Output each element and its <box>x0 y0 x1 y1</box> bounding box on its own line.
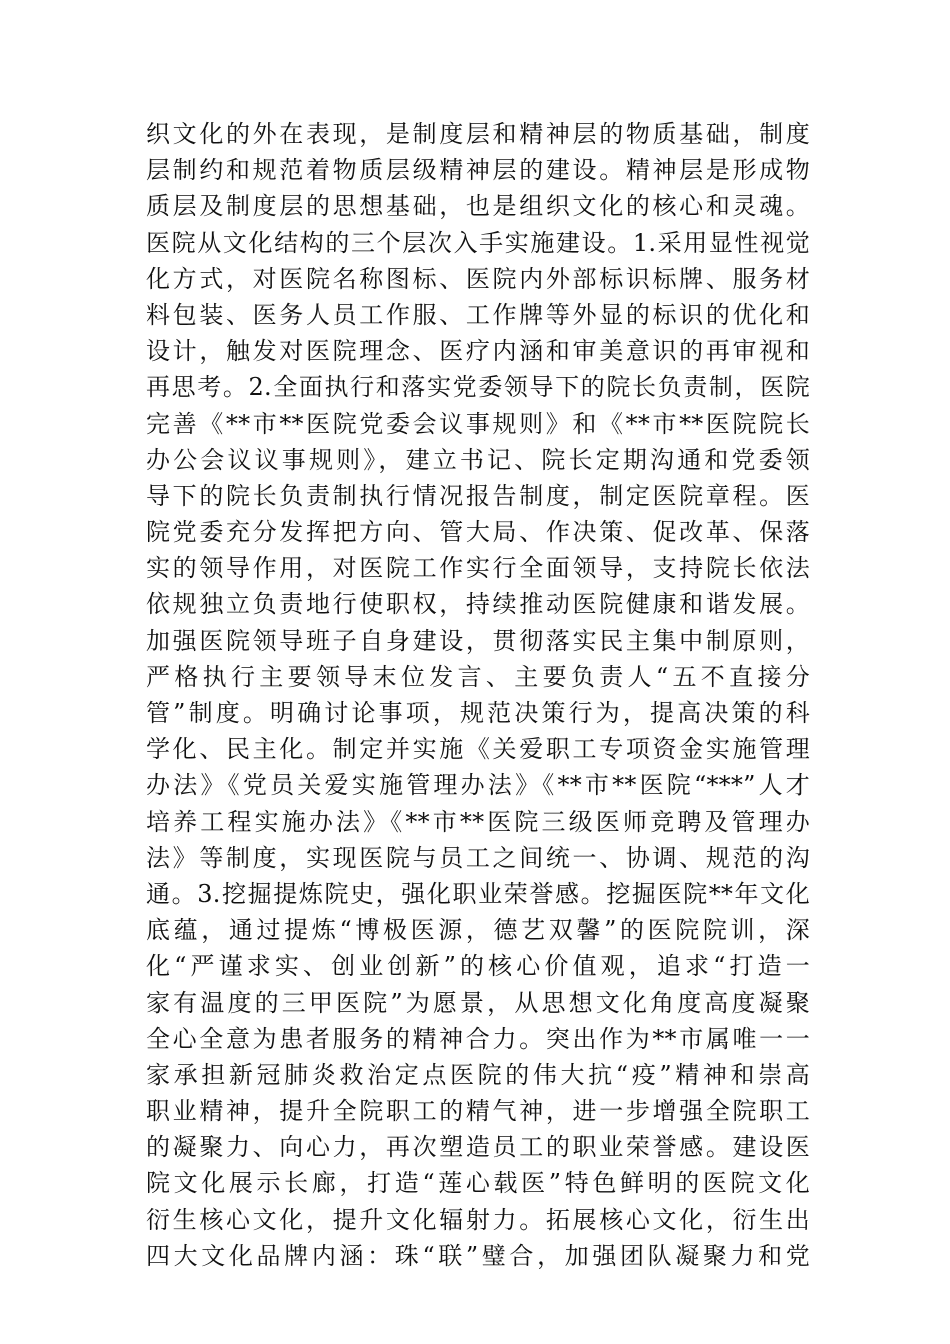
text-line: 完善《**市**医院党委会议事规则》和《**市**医院院长 <box>146 409 810 438</box>
text-line: 质层及制度层的思想基础，也是组织文化的核心和灵魂。 <box>146 192 810 221</box>
text-line: 层制约和规范着物质层级精神层的建设。精神层是形成物 <box>146 156 810 185</box>
body-text <box>146 116 810 1274</box>
text-line: 设计，触发对医院理念、医疗内涵和审美意识的再审视和 <box>146 337 810 366</box>
text-line: 四大文化品牌内涵：珠“联”璧合，加强团队凝聚力和党 <box>146 1241 810 1270</box>
text-line: 管”制度。明确讨论事项，规范决策行为，提高决策的科 <box>146 699 810 727</box>
text-line: 家承担新冠肺炎救治定点医院的伟大抗“疫”精神和崇高 <box>146 1060 810 1089</box>
text-line: 实的领导作用，对医院工作实行全面领导，支持院长依法 <box>146 554 810 583</box>
text-line: 衍生核心文化，提升文化辐射力。拓展核心文化，衍生出 <box>146 1205 810 1234</box>
text-line: 职业精神，提升全院职工的精气神，进一步增强全院职工 <box>146 1097 810 1126</box>
text-line: 法》等制度，实现医院与员工之间统一、协调、规范的沟 <box>146 843 810 872</box>
text-line: 全心全意为患者服务的精神合力。突出作为**市属唯一一 <box>146 1024 810 1053</box>
text-line: 织文化的外在表现，是制度层和精神层的物质基础，制度 <box>146 120 810 148</box>
text-line: 再思考。2.全面执行和落实党委领导下的院长负责制，医院 <box>146 373 810 402</box>
text-line: 医院从文化结构的三个层次入手实施建设。1.采用显性视觉 <box>146 228 810 257</box>
text-line: 院党委充分发挥把方向、管大局、作决策、促改革、保落 <box>146 518 810 547</box>
text-line: 料包装、医务人员工作服、工作牌等外显的标识的优化和 <box>146 300 810 329</box>
text-line: 底蕴，通过提炼“博极医源，德艺双馨”的医院院训，深 <box>146 916 810 945</box>
text-line: 办公会议议事规则》，建立书记、院长定期沟通和党委领 <box>146 445 810 474</box>
text-line: 通。3.挖掘提炼院史，强化职业荣誉感。挖掘医院**年文化 <box>146 879 810 908</box>
text-line: 办法》《党员关爱实施管理办法》《**市**医院“***”人才 <box>146 771 810 800</box>
text-line: 化“严谨求实、创业创新”的核心价值观，追求“打造一 <box>146 952 810 981</box>
text-line: 化方式，对医院名称图标、医院内外部标识标牌、服务材 <box>146 264 810 293</box>
text-line: 家有温度的三甲医院”为愿景，从思想文化角度高度凝聚 <box>146 988 810 1017</box>
text-line: 加强医院领导班子自身建设，贯彻落实民主集中制原则， <box>146 626 810 655</box>
text-line: 的凝聚力、向心力，再次塑造员工的职业荣誉感。建设医 <box>146 1133 810 1162</box>
text-line: 依规独立负责地行使职权，持续推动医院健康和谐发展。 <box>146 590 810 619</box>
text-line: 学化、民主化。制定并实施《关爱职工专项资金实施管理 <box>146 735 810 764</box>
text-line: 导下的院长负责制执行情况报告制度，制定医院章程。医 <box>146 481 810 510</box>
text-line: 培养工程实施办法》《**市**医院三级医师竞聘及管理办 <box>146 807 810 836</box>
text-line: 严格执行主要领导末位发言、主要负责人“五不直接分 <box>146 662 810 691</box>
text-line: 院文化展示长廊，打造“莲心载医”特色鲜明的医院文化 <box>146 1169 810 1198</box>
